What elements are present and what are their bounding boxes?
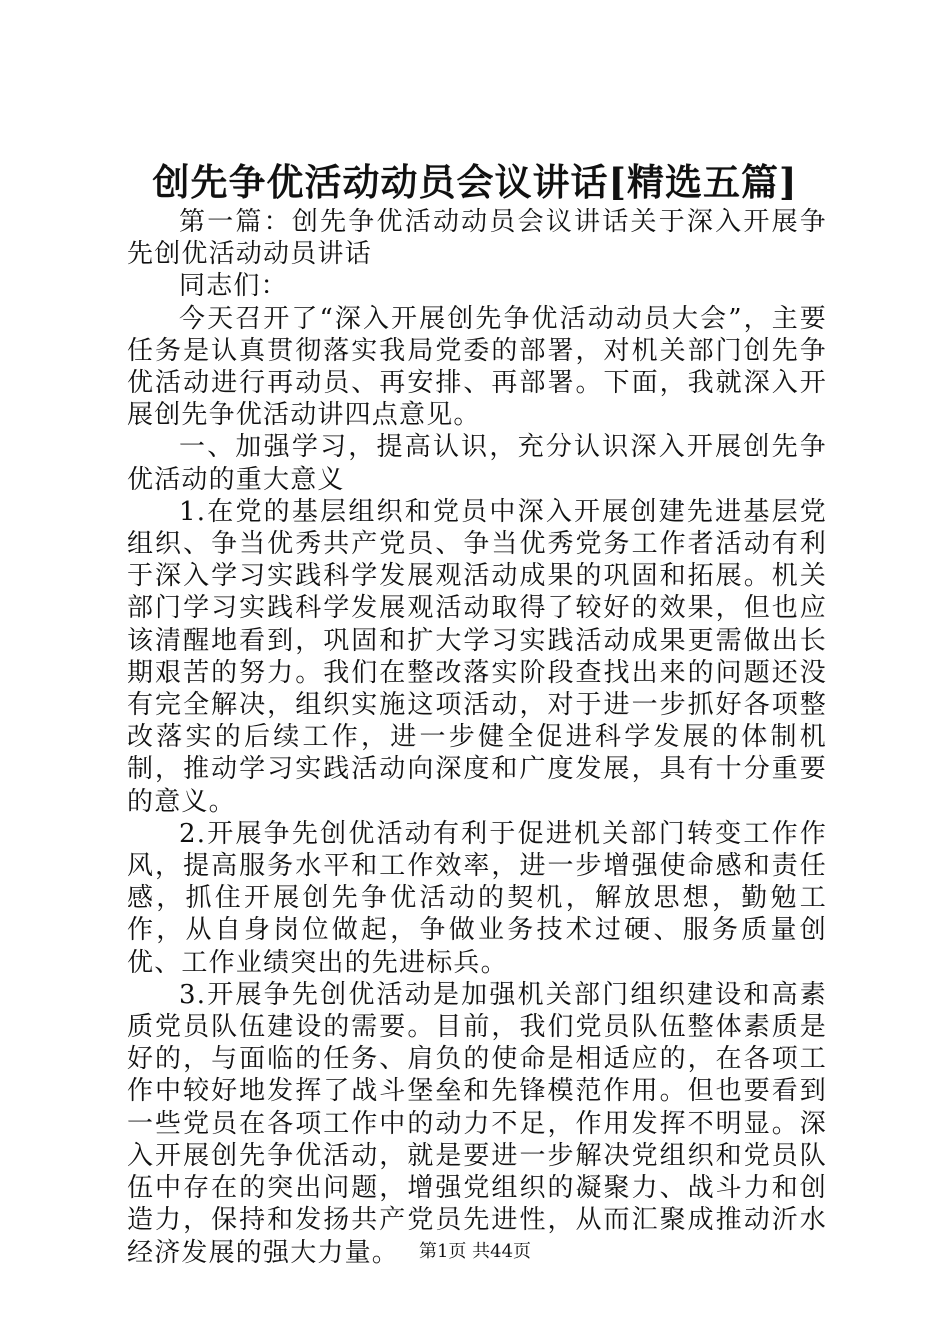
document-title: 创先争优活动动员会议讲话[精选五篇] <box>152 160 798 204</box>
page-footer: 第1页 共44页 <box>418 1241 532 1262</box>
paragraph-3: 今天召开了“深入开展创先争优活动动员大会”，主要任务是认真贯彻落实我局党委的部署，对机关部门创先争优活动进行再动员、再安排、再部署。下面，我就深入开展创先争优活动讲四点意见。 <box>127 303 827 431</box>
paragraph-4: 一、加强学习，提高认识，充分认识深入开展创先争优活动的重大意义 <box>127 432 827 495</box>
paragraph-1: 第一篇：创先争优活动动员会议讲话关于深入开展争先创优活动动员讲话 <box>127 207 827 270</box>
paragraph-5: 1.在党的基层组织和党员中深入开展创建先进基层党组织、争当优秀共产党员、争当优秀党务工作者活动有利于深入学习实践科学发展观活动成果的巩固和拓展。机关部门学习实践科学发展观活动取得了较好的效果，但也应该清醒地看到，巩固和扩大学习实践活动成果更需做出长期艰苦的努力。我们在整改落实阶段查找出来的问题还没有完全解决，组织实施这项活动，对于进一步抓好各项整改落实的后续工作，进一步健全促进科学发展的体制机制，推动学习实践活动向深度和广度发展，具有十分重要的意义。 <box>127 496 827 817</box>
paragraph-2: 同志们： <box>179 271 288 302</box>
paragraph-6: 2.开展争先创优活动有利于促进机关部门转变工作作风，提高服务水平和工作效率，进一步增强使命感和责任感，抓住开展创先争优活动的契机，解放思想，勤勉工作，从自身岗位做起，争做业务技术过硬、服务质量创优、工作业绩突出的先进标兵。 <box>127 818 827 978</box>
document-body <box>127 206 827 1269</box>
paragraph-7: 3.开展争先创优活动是加强机关部门组织建设和高素质党员队伍建设的需要。目前，我们党员队伍整体素质是好的，与面临的任务、肩负的使命是相适应的，在各项工作中较好地发挥了战斗堡垒和先锋模范作用。但也要看到一些党员在各项工作中的动力不足，作用发挥不明显。深入开展创先争优活动，就是要进一步解决党组织和党员队伍中存在的突出问题，增强党组织的凝聚力、战斗力和创造力，保持和发扬共产党员先进性，从而汇聚成推动沂水经济发展的强大力量。 <box>127 979 827 1268</box>
